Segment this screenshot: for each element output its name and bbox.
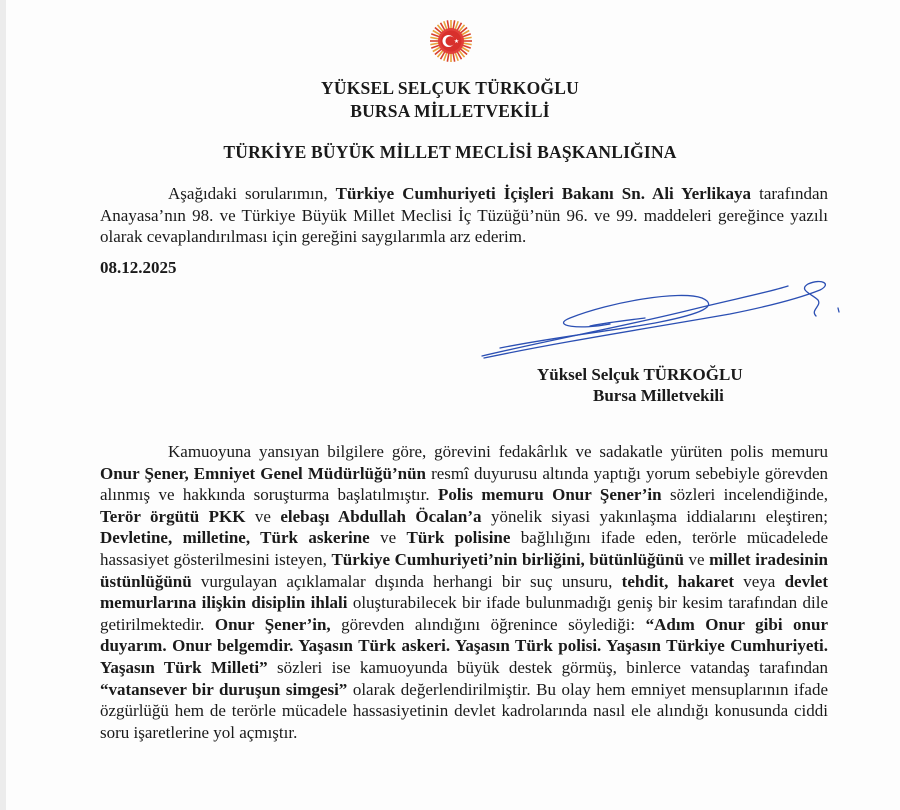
body-bold: millet iradesinin üstünlüğünü [100,549,829,591]
signatory-name: Yüksel Selçuk TÜRKOĞLU [537,365,743,384]
body-bold: “Adım Onur gibi onur duyarım. Onur belgemdir. Yaşasın Türk askeri. Yaşasın Türk polisi. Yaşasın Türkiye Cumhuriyeti. Yaşasın Türk Milleti” [100,614,828,677]
signature-image [470,270,850,370]
minister-name: Türkiye Cumhuriyeti İçişleri Bakanı Sn. Ali Yerlikaya [335,184,752,203]
intro-text: tarafından Anayasa’nın 98. ve Türkiye Büyük Millet Meclisi İç Tüzüğü’nün 96. ve 99. maddeleri gereğince yazılı olarak cevaplandırılması için gereğini saygılarımla arz ederim. [100,184,828,246]
author-name-heading: YÜKSEL SELÇUK TÜRKOĞLU [321,78,579,98]
emblem-ray [447,53,449,62]
body-bold: Türkiye Cumhuriyeti’nin birliğini, bütünlüğünü [331,549,684,569]
body-text: olarak değerlendirilmiştir. Bu olay hem emniyet mensuplarının ifade özgürlüğü hem de terörle mücadele hassasiyetinin devlet kadrolarında nasıl ele alındığı konusunda ciddi soru işaretlerine yol açmıştır. [100,679,829,742]
body-bold: Onur Şener, Emniyet Genel Müdürlüğü’nün [100,463,426,483]
emblem-ray [430,43,439,45]
body-bold: tehdit, hakaret [621,571,734,591]
body-bold: Türk polisine [406,528,511,548]
body-text: bağlılığını ifade eden, terörle mücadelede hassasiyet gösterilmesini isteyen, [100,528,829,569]
emblem-ray [453,20,455,29]
body-text: vurgulayan açıklamalar dışında herhangi bir suç unsuru, [191,571,622,591]
body-text: yönelik siyasi yakınlaşma iddialarını eleştiren; [481,506,828,526]
body-text: veya [734,571,785,591]
body-text: sözleri ise kamuoyunda büyük destek görmüş, binlerce vatandaş tarafından [267,657,828,677]
body-bold: Terör örgütü PKK [100,506,246,526]
body-bold: devlet memurlarına ilişkin disiplin ihlali [100,571,828,613]
addressee-heading: TÜRKİYE BÜYÜK MİLLET MECLİSİ BAŞKANLIĞINA [223,142,677,162]
emblem-ray [453,53,455,62]
body-bold: Devletine, milletine, Türk askerine [100,528,370,548]
emblem-ray [430,37,439,39]
author-role-heading: BURSA MİLLETVEKİLİ [350,101,550,121]
body-bold: Onur Şener’in, [214,614,331,634]
emblem-ray [463,43,472,45]
body-text: ve [683,549,710,569]
body-bold: Polis memuru Onur Şener’in [438,485,662,505]
body-text: Kamuoyuna yansıyan bilgilere göre, görevini fedakârlık ve sadakatle yürüten polis memuru [168,442,828,461]
emblem-ray [463,37,472,39]
body-bold: “vatansever bir duruşun simgesi” [100,679,348,699]
body-text: görevden alındığını öğrenince söylediği: [330,614,646,634]
signatory-role: Bursa Milletvekili [593,386,724,405]
body-bold: elebaşı Abdullah Öcalan’a [280,506,482,526]
body-text: ve [369,528,407,548]
body-text: oluşturabilecek bir ifade bulunmadığı geniş bir kesim tarafından dile getirilmektedir. [100,593,828,634]
intro-paragraph [100,183,828,248]
body-text: resmî duyurusu altında yaptığı yorum sebebiyle görevden alınmış ve hakkında soruşturma başlatılmıştır. [100,463,829,505]
body-text: ve [245,506,281,526]
document-date: 08.12.2025 [100,258,177,277]
body-paragraph [100,441,828,743]
emblem-ray [447,20,449,29]
intro-text: Aşağıdaki sorularımın, [168,184,336,203]
tbmm-emblem-icon [428,18,474,64]
body-text: sözleri incelendiğinde, [661,485,828,505]
